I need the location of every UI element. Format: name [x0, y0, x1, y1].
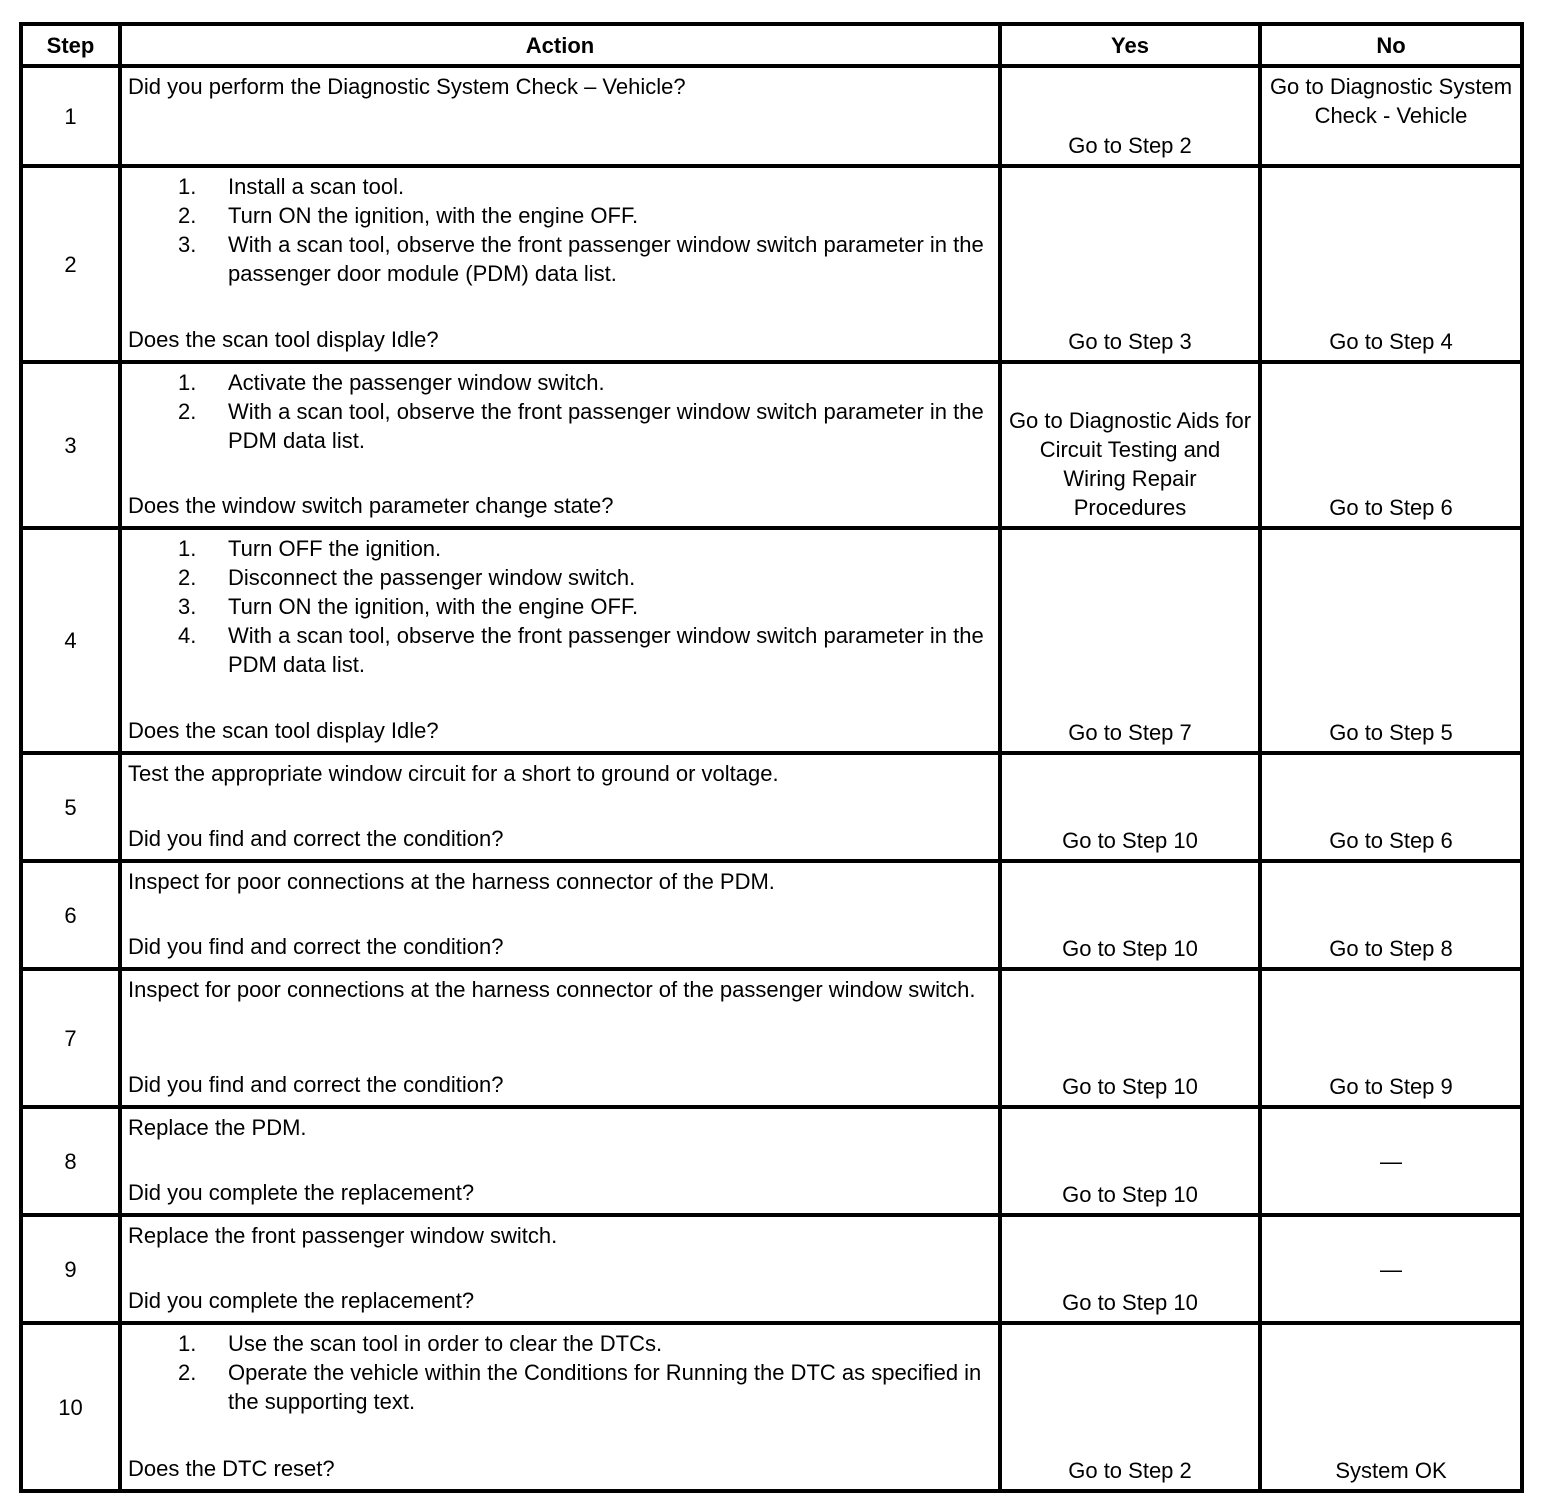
step-number: 6 — [21, 861, 120, 969]
table-row — [21, 1323, 1522, 1491]
list-item-number: 2. — [178, 399, 197, 424]
table-row — [21, 1107, 1522, 1215]
list-item — [128, 1358, 992, 1416]
yes-result: Go to Step 3 — [1000, 166, 1260, 362]
step-number: 4 — [21, 528, 120, 753]
list-item-number: 1. — [178, 1331, 197, 1356]
step-number: 10 — [21, 1323, 120, 1491]
list-item — [128, 201, 992, 230]
no-result: — — [1260, 1107, 1522, 1215]
no-result: Go to Step 6 — [1260, 753, 1522, 861]
list-item-number: 2. — [178, 565, 197, 590]
action-cell — [120, 66, 1000, 166]
list-item-number: 4. — [178, 623, 197, 648]
table-row — [21, 969, 1522, 1107]
action-steps-list — [128, 1329, 992, 1416]
table-row — [21, 753, 1522, 861]
action-instruction: Inspect for poor connections at the harness connector of the passenger window switch. — [128, 977, 976, 1002]
step-number: 5 — [21, 753, 120, 861]
list-item-text: Turn ON the ignition, with the engine OFF. — [228, 203, 639, 228]
no-result: Go to Step 8 — [1260, 861, 1522, 969]
header-yes: Yes — [1000, 24, 1260, 66]
action-cell — [120, 753, 1000, 861]
table-row — [21, 528, 1522, 753]
list-item — [128, 563, 992, 592]
step-number: 3 — [21, 362, 120, 528]
no-result: Go to Step 6 — [1260, 362, 1522, 528]
list-item-text: Operate the vehicle within the Conditions for Running the DTC as specified in the supporting text. — [228, 1360, 982, 1414]
table-row — [21, 861, 1522, 969]
yes-result: Go to Step 10 — [1000, 1107, 1260, 1215]
yes-result: Go to Step 2 — [1000, 1323, 1260, 1491]
header-action: Action — [120, 24, 1000, 66]
list-item-text: Use the scan tool in order to clear the DTCs. — [228, 1331, 663, 1356]
list-item — [128, 1329, 992, 1358]
list-item-number: 1. — [178, 370, 197, 395]
step-number: 9 — [21, 1215, 120, 1323]
list-item-text: Turn ON the ignition, with the engine OFF. — [228, 594, 639, 619]
list-item-text: With a scan tool, observe the front passenger window switch parameter in the PDM data list. — [228, 623, 984, 677]
yes-result: Go to Step 10 — [1000, 753, 1260, 861]
action-question: Did you find and correct the condition? — [128, 1072, 504, 1097]
list-item-number: 2. — [178, 1360, 197, 1385]
list-item-text: With a scan tool, observe the front passenger window switch parameter in the PDM data list. — [228, 399, 984, 453]
step-number: 2 — [21, 166, 120, 362]
header-no: No — [1260, 24, 1522, 66]
table-row — [21, 1215, 1522, 1323]
action-cell — [120, 528, 1000, 753]
action-instruction: Did you perform the Diagnostic System Check – Vehicle? — [128, 74, 686, 99]
action-instruction: Inspect for poor connections at the harness connector of the PDM. — [128, 869, 775, 894]
diagnostic-table — [19, 22, 1524, 1493]
list-item-text: Turn OFF the ignition. — [228, 536, 442, 561]
yes-result: Go to Diagnostic Aids for Circuit Testing and Wiring Repair Procedures — [1000, 362, 1260, 528]
list-item — [128, 368, 992, 397]
table-row — [21, 166, 1522, 362]
no-result: Go to Step 5 — [1260, 528, 1522, 753]
list-item-text: Disconnect the passenger window switch. — [228, 565, 636, 590]
step-number: 1 — [21, 66, 120, 166]
list-item-number: 1. — [178, 174, 197, 199]
action-instruction: Test the appropriate window circuit for a short to ground or voltage. — [128, 761, 779, 786]
list-item — [128, 534, 992, 563]
action-question: Does the scan tool display Idle? — [128, 718, 439, 743]
action-question: Does the window switch parameter change state? — [128, 493, 614, 518]
yes-result: Go to Step 10 — [1000, 1215, 1260, 1323]
list-item — [128, 172, 992, 201]
table-row — [21, 362, 1522, 528]
list-item-number: 3. — [178, 594, 197, 619]
action-cell — [120, 1215, 1000, 1323]
list-item — [128, 621, 992, 679]
action-instruction: Replace the front passenger window switch. — [128, 1223, 558, 1248]
action-cell — [120, 969, 1000, 1107]
action-cell — [120, 166, 1000, 362]
action-cell — [120, 362, 1000, 528]
list-item-number: 2. — [178, 203, 197, 228]
yes-result: Go to Step 7 — [1000, 528, 1260, 753]
table-row — [21, 66, 1522, 166]
action-question: Did you complete the replacement? — [128, 1180, 475, 1205]
no-result: Go to Diagnostic System Check - Vehicle — [1260, 66, 1522, 166]
list-item-text: With a scan tool, observe the front passenger window switch parameter in the passenger door module (PDM) data list. — [228, 232, 984, 286]
action-steps-list — [128, 172, 992, 288]
list-item-number: 3. — [178, 232, 197, 257]
action-steps-list — [128, 534, 992, 679]
action-cell — [120, 1107, 1000, 1215]
yes-result: Go to Step 10 — [1000, 861, 1260, 969]
action-cell — [120, 861, 1000, 969]
yes-result: Go to Step 10 — [1000, 969, 1260, 1107]
header-row — [21, 24, 1522, 66]
action-question: Did you complete the replacement? — [128, 1288, 475, 1313]
action-instruction: Replace the PDM. — [128, 1115, 307, 1140]
list-item-number: 1. — [178, 536, 197, 561]
no-result: Go to Step 4 — [1260, 166, 1522, 362]
list-item — [128, 397, 992, 455]
step-number: 7 — [21, 969, 120, 1107]
step-number: 8 — [21, 1107, 120, 1215]
list-item-text: Install a scan tool. — [228, 174, 405, 199]
list-item-text: Activate the passenger window switch. — [228, 370, 605, 395]
action-steps-list — [128, 368, 992, 455]
no-result: System OK — [1260, 1323, 1522, 1491]
header-step: Step — [21, 24, 120, 66]
action-question: Did you find and correct the condition? — [128, 934, 504, 959]
no-result: Go to Step 9 — [1260, 969, 1522, 1107]
yes-result: Go to Step 2 — [1000, 66, 1260, 166]
action-question: Does the scan tool display Idle? — [128, 327, 439, 352]
list-item — [128, 592, 992, 621]
no-result: — — [1260, 1215, 1522, 1323]
action-question: Does the DTC reset? — [128, 1456, 335, 1481]
list-item — [128, 230, 992, 288]
action-question: Did you find and correct the condition? — [128, 826, 504, 851]
action-cell — [120, 1323, 1000, 1491]
